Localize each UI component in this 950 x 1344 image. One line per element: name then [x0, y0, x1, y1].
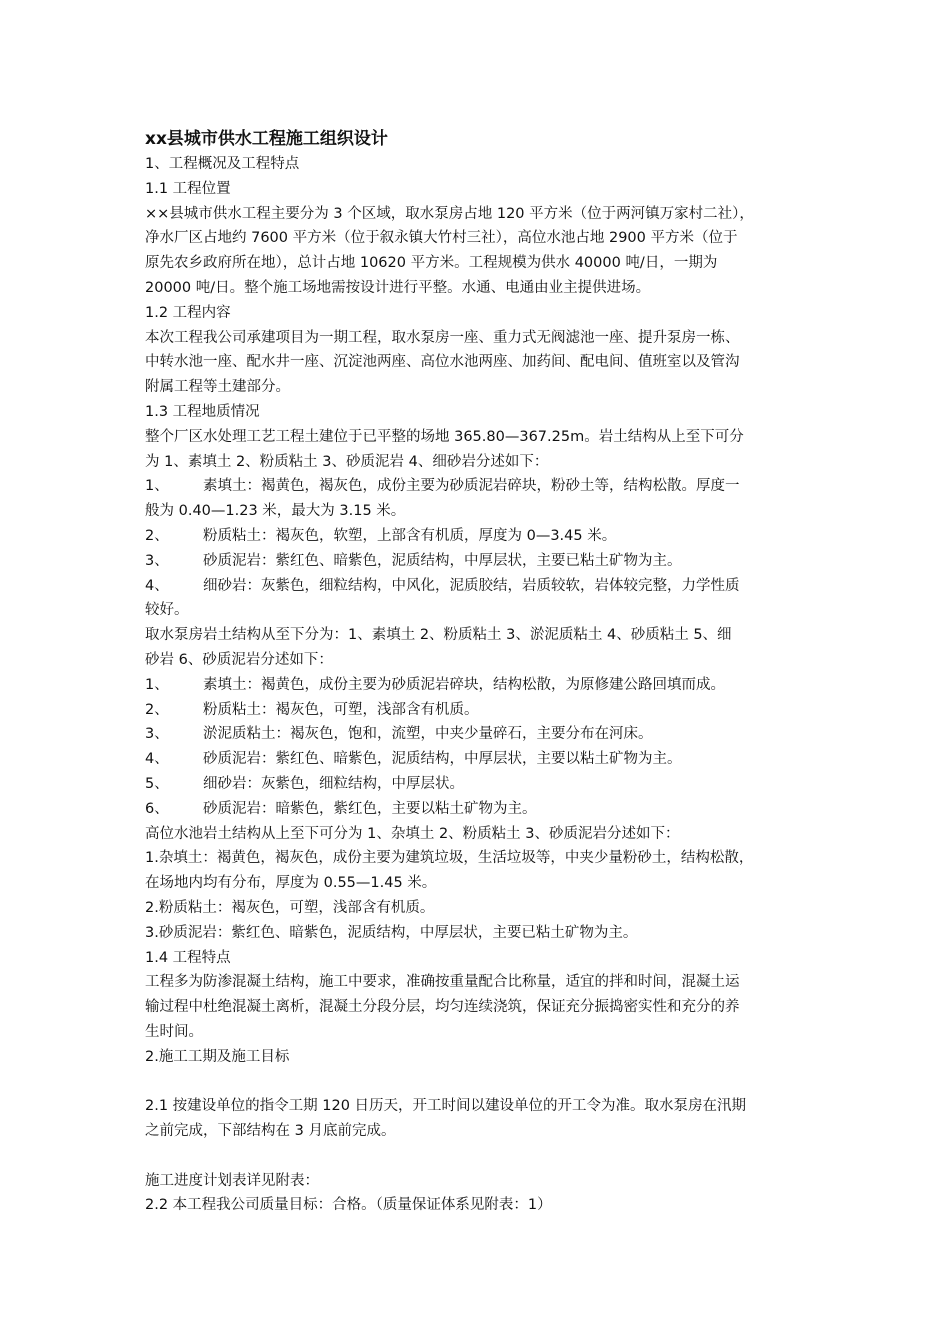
list-item — [145, 698, 817, 723]
list-item-text: 粉质粘土：褐灰色，软塑，上部含有机质，厚度为 0—3.45 米。 — [203, 527, 617, 544]
paragraph-line: 3.砂质泥岩：紫红色、暗紫色，泥质结构，中厚层状，主要已粘土矿物为主。 — [145, 924, 638, 941]
paragraph-line: 之前完成，下部结构在 3 月底前完成。 — [145, 1123, 396, 1140]
paragraph-line: ××县城市供水工程主要分为 3 个区域，取水泵房占地 120 平方米（位于两河镇万家村二社）， — [145, 205, 754, 222]
list-item-number: 2、 — [145, 527, 169, 544]
paragraph-line: 整个厂区水处理工艺工程土建位于已平整的场地 365.80—367.25m。岩土结构从上至下可分 — [145, 428, 744, 445]
document-title: xx县城市供水工程施工组织设计 — [145, 129, 388, 149]
list-item-number: 1、 — [145, 478, 169, 495]
paragraph-line: 2.粉质粘土：褐灰色，可塑，浅部含有机质。 — [145, 899, 435, 916]
list-item-number: 3、 — [145, 726, 169, 743]
list-item — [145, 722, 817, 747]
paragraph-line: 本次工程我公司承建项目为一期工程，取水泵房一座、重力式无阀滤池一座、提升泵房一栋、 — [145, 329, 740, 346]
list-item-number: 6、 — [145, 800, 169, 817]
list-item-number: 2、 — [145, 701, 169, 718]
section-heading-1-3: 1.3 工程地质情况 — [145, 403, 260, 420]
paragraph-line: 2.1 按建设单位的指令工期 120 日历天，开工时间以建设单位的开工令为准。取水泵房在汛期 — [145, 1098, 747, 1115]
list-item-text: 素填土：褐黄色，褐灰色，成份主要为砂质泥岩碎块，粉砂土等，结构松散。厚度一 — [203, 478, 740, 495]
list-item-text: 细砂岩：灰紫色，细粒结构，中风化，泥质胶结，岩质较软，岩体较完整，力学性质 — [203, 577, 740, 594]
paragraph-line: 高位水池岩土结构从上至下可分为 1、杂填土 2、粉质粘土 3、砂质泥岩分述如下： — [145, 825, 680, 842]
section-heading-1-4: 1.4 工程特点 — [145, 949, 231, 966]
list-item-text: 细砂岩：灰紫色，细粒结构，中厚层状。 — [203, 775, 464, 792]
section-heading-2: 2.施工工期及施工目标 — [145, 1048, 290, 1065]
list-item-text: 砂质泥岩：紫红色、暗紫色，泥质结构，中厚层状，主要以粘土矿物为主。 — [203, 751, 682, 768]
list-item — [145, 797, 817, 822]
paragraph-line: 附属工程等土建部分。 — [145, 379, 290, 396]
list-item-number: 5、 — [145, 775, 169, 792]
list-item-text: 素填土：褐黄色，成份主要为砂质泥岩碎块，结构松散，为原修建公路回填而成。 — [203, 676, 725, 693]
paragraph-line: 原先农乡政府所在地），总计占地 10620 平方米。工程规模为供水 40000 吨/日，一期为 — [145, 255, 718, 272]
paragraph-line: 砂岩 6、砂质泥岩分述如下： — [145, 651, 333, 668]
paragraph-line: 净水厂区占地约 7600 平方米（位于叙永镇大竹村三社），高位水池占地 2900 平方米（位于 — [145, 230, 738, 247]
list-item-text: 砂质泥岩：紫红色、暗紫色，泥质结构，中厚层状，主要已粘土矿物为主。 — [203, 552, 682, 569]
list-item — [145, 574, 817, 599]
document-body — [145, 126, 817, 1218]
paragraph-line: 中转水池一座、配水井一座、沉淀池两座、高位水池两座、加药间、配电间、值班室以及管沟 — [145, 354, 740, 371]
list-item-text: 砂质泥岩：暗紫色，紫红色，主要以粘土矿物为主。 — [203, 800, 537, 817]
list-item-text: 淤泥质粘土：褐灰色，饱和，流塑，中夹少量碎石，主要分布在河床。 — [203, 726, 653, 743]
list-item — [145, 673, 817, 698]
list-item — [145, 747, 817, 772]
paragraph-line: 较好。 — [145, 602, 189, 619]
list-item — [145, 474, 817, 499]
section-heading-1-1: 1.1 工程位置 — [145, 180, 231, 197]
blank-line — [145, 1144, 817, 1169]
list-item-number: 4、 — [145, 751, 169, 768]
paragraph-line: 在场地内均有分布，厚度为 0.55—1.45 米。 — [145, 875, 437, 892]
paragraph-line: 输过程中杜绝混凝土离析，混凝土分段分层，均匀连续浇筑，保证充分振捣密实性和充分的养 — [145, 999, 740, 1016]
list-item-text: 粉质粘土：褐灰色，可塑，浅部含有机质。 — [203, 701, 479, 718]
paragraph-line: 20000 吨/日。整个施工场地需按设计进行平整。水通、电通由业主提供进场。 — [145, 279, 651, 296]
paragraph-line: 2.2 本工程我公司质量目标：合格。（质量保证体系见附表：1） — [145, 1197, 552, 1214]
section-heading-1-2: 1.2 工程内容 — [145, 304, 231, 321]
list-item-number: 1、 — [145, 676, 169, 693]
paragraph-line: 般为 0.40—1.23 米，最大为 3.15 米。 — [145, 503, 406, 520]
paragraph-line: 工程多为防渗混凝土结构，施工中要求，准确按重量配合比称量，适宜的拌和时间，混凝土运 — [145, 974, 740, 991]
list-item — [145, 549, 817, 574]
blank-line — [145, 1069, 817, 1094]
paragraph-line: 生时间。 — [145, 1023, 203, 1040]
list-item-number: 4、 — [145, 577, 169, 594]
paragraph-line: 取水泵房岩土结构从至下分为：1、素填土 2、粉质粘土 3、淤泥质粘土 4、砂质粘土 5、细 — [145, 627, 732, 644]
list-item — [145, 772, 817, 797]
paragraph-line: 为 1、素填土 2、粉质粘土 3、砂质泥岩 4、细砂岩分述如下： — [145, 453, 549, 470]
paragraph-line: 1.杂填土：褐黄色，褐灰色，成份主要为建筑垃圾，生活垃圾等，中夹少量粉砂土，结构松散， — [145, 850, 754, 867]
list-item-number: 3、 — [145, 552, 169, 569]
paragraph-line: 施工进度计划表详见附表： — [145, 1172, 319, 1189]
list-item — [145, 524, 817, 549]
section-heading-1: 1、工程概况及工程特点 — [145, 156, 300, 172]
